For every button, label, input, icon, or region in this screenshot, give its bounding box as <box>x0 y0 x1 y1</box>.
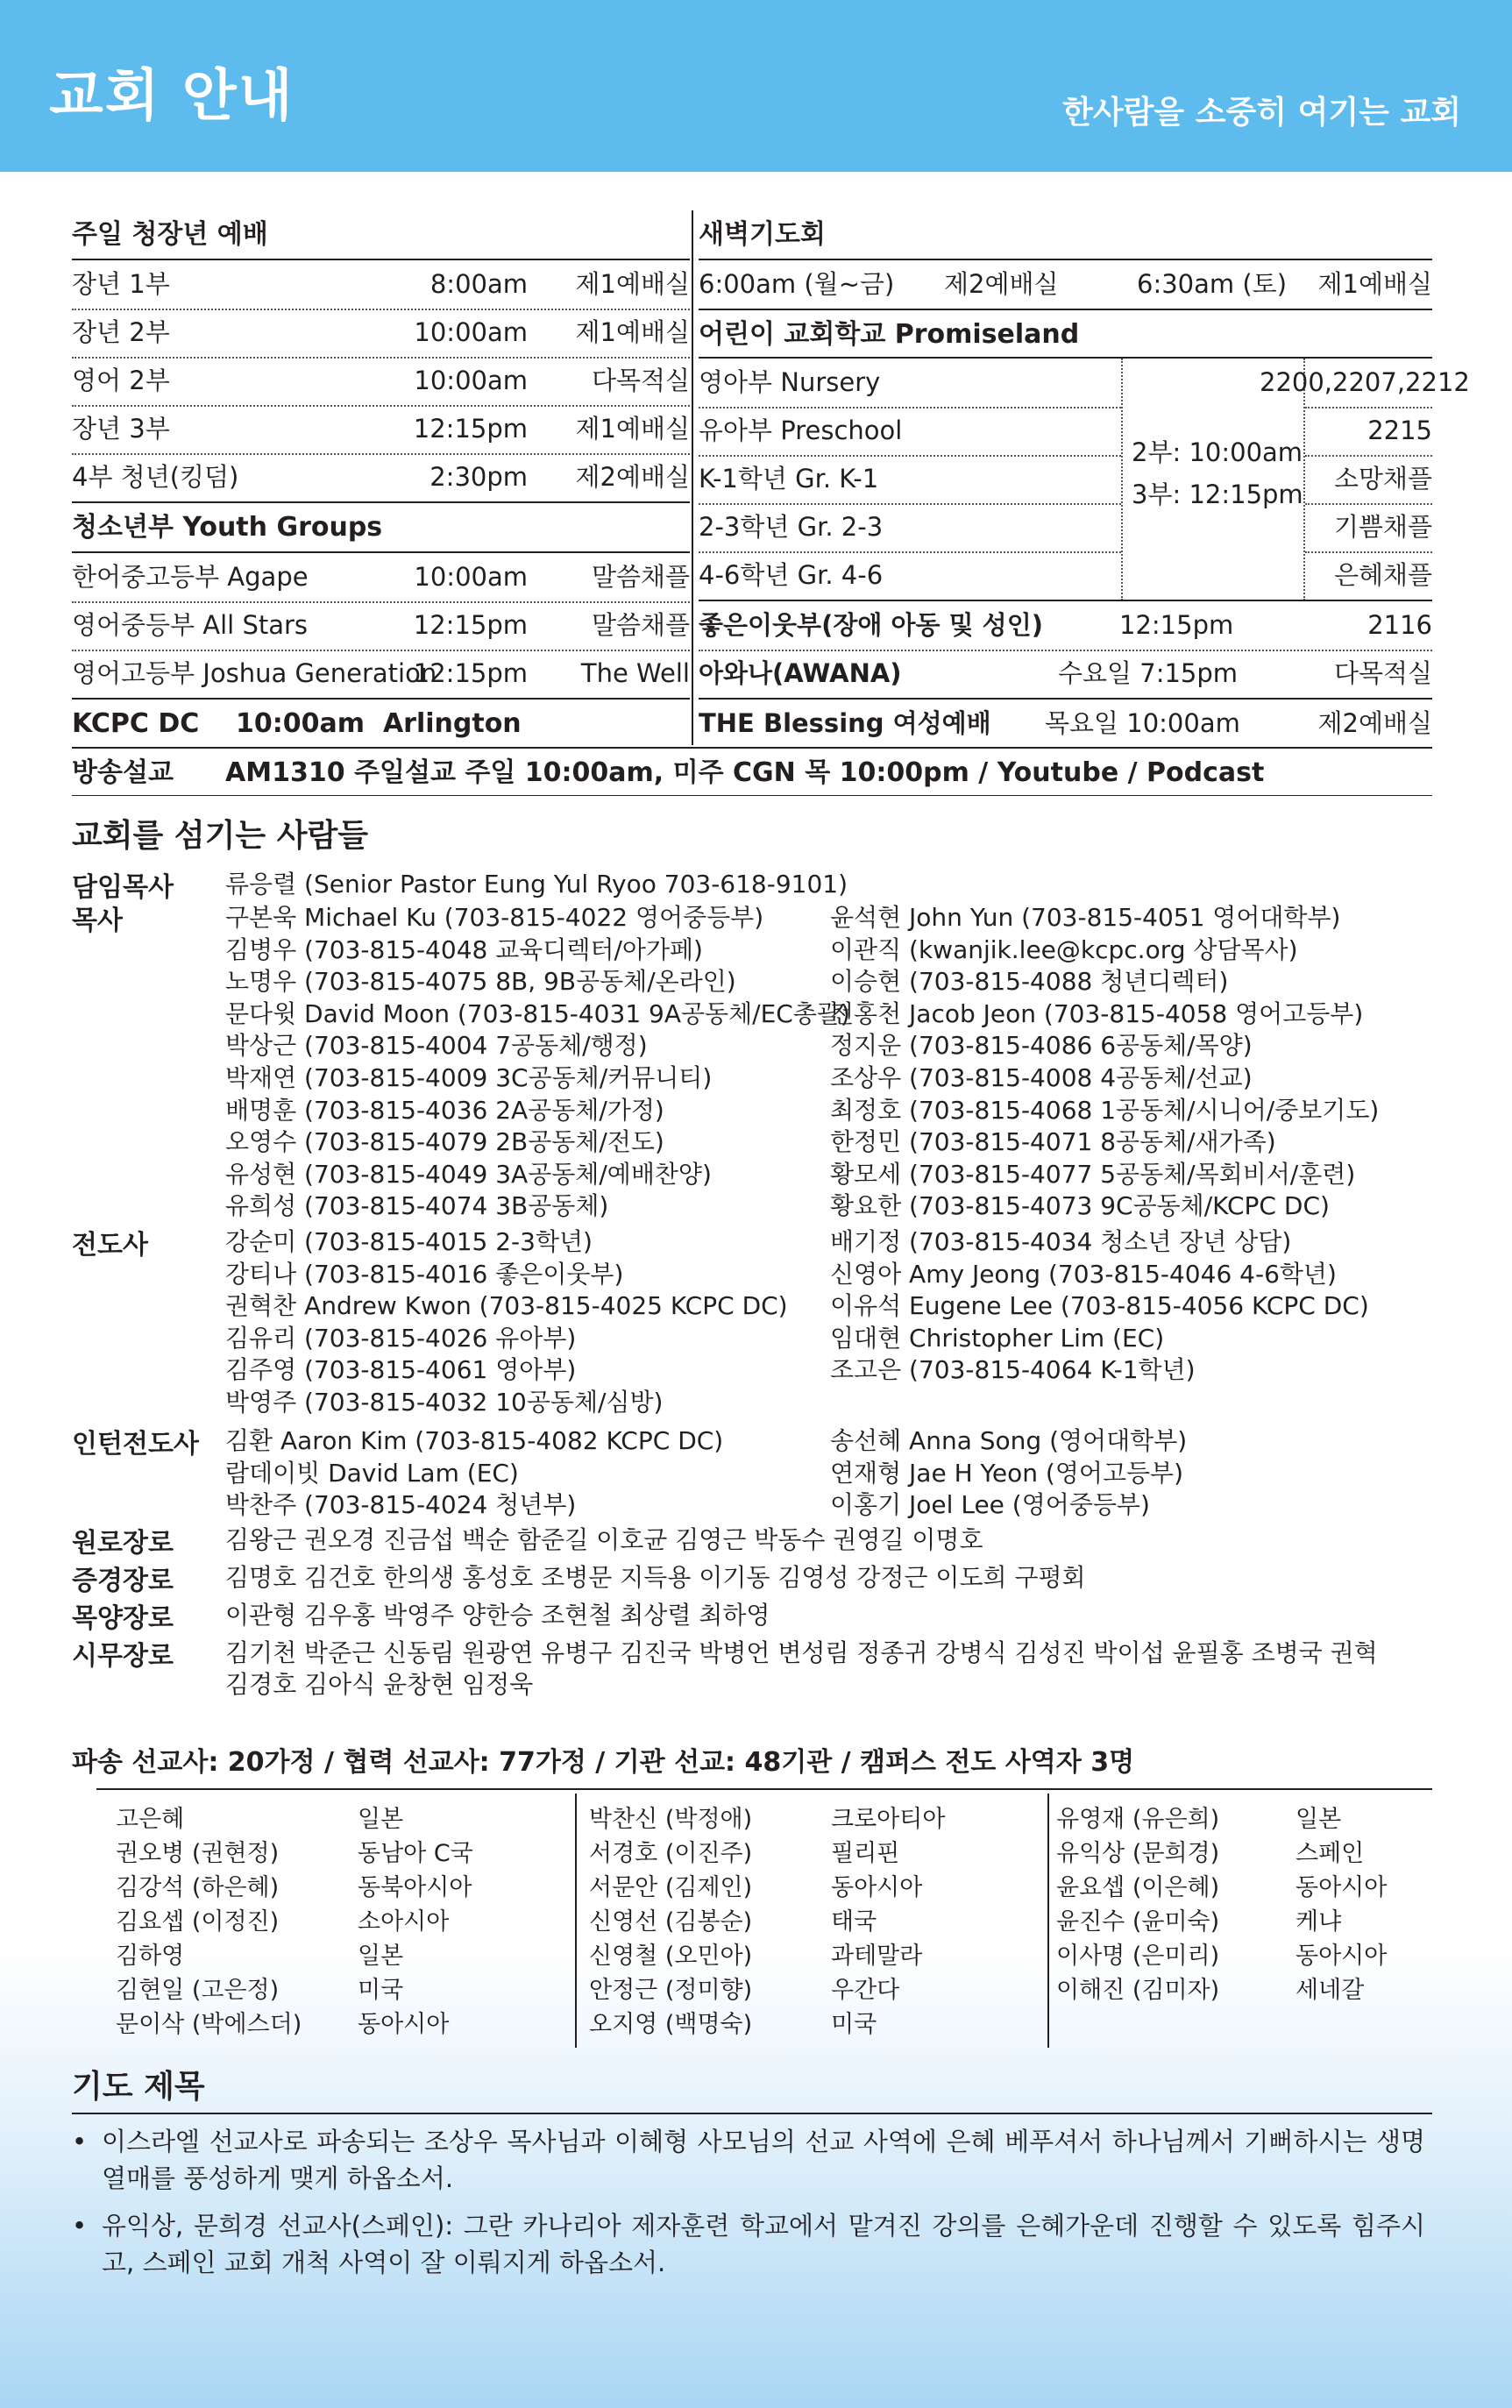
pastor-entry: 유희성 (703-815-4074 3B공동체) <box>225 1191 609 1221</box>
pastor-entry: 황모세 (703-815-4077 5공동체/목회비서/훈련) <box>830 1159 1356 1189</box>
sunday-row: 장년 1부 8:00am 제1예배실 <box>72 269 690 299</box>
missionary-name: 서경호 (이진주) <box>589 1840 753 1867</box>
pastor-entry: 오영수 (703-815-4079 2B공동체/전도) <box>225 1127 664 1157</box>
pastor-entry: 한정민 (703-815-4071 8공동체/새가족) <box>830 1127 1276 1157</box>
missionary-name: 고은혜 <box>116 1806 185 1833</box>
missionary-name: 김요셉 (이정진) <box>116 1908 280 1936</box>
elder-group-label: 증경장로 <box>72 1566 174 1596</box>
intern-entry: 박찬주 (703-815-4024 청년부) <box>225 1490 577 1520</box>
sunday-title: 주일 청장년 예배 <box>72 219 268 250</box>
missionary-name: 윤진수 (윤미숙) <box>1056 1908 1220 1936</box>
mission-field: 소아시아 <box>358 1908 450 1936</box>
broadcast-row: 방송설교 AM1310 주일설교 주일 10:00am, 미주 CGN 목 10:00pm / Youtube / Podcast <box>72 757 1265 788</box>
evangelist-entry: 신영아 Amy Jeong (703-815-4046 4-6학년) <box>830 1259 1337 1289</box>
missionary-name: 오지영 (백명숙) <box>589 2011 753 2038</box>
pastor-entry: 이관직 (kwanjik.lee@kcpc.org 상담목사) <box>830 934 1298 964</box>
mission-field: 동아시아 <box>1295 1943 1388 1970</box>
youth-row: 한어중고등부 Agape 10:00am 말씀채플 <box>72 562 690 592</box>
elder-names: 김명호 김건호 한의생 홍성호 조병문 지득용 이기동 김영성 강정근 이도희 구평회 <box>225 1563 1086 1592</box>
missionary-name: 이사명 (은미리) <box>1056 1943 1220 1970</box>
missionary-name: 권오병 (권현정) <box>116 1840 280 1867</box>
sunday-row: 4부 청년(킹덤) 2:30pm 제2예배실 <box>72 462 690 492</box>
evangelist-entry: 김주영 (703-815-4061 영아부) <box>225 1355 577 1385</box>
pastor-entry: 윤석현 John Yun (703-815-4051 영어대학부) <box>830 903 1341 932</box>
intern-entry: 연재형 Jae H Yeon (영어고등부) <box>830 1458 1184 1488</box>
missionary-name: 김하영 <box>116 1943 185 1970</box>
children-row: 유아부 Preschool 2215 <box>699 416 1432 445</box>
missionary-name: 안정근 (정미향) <box>589 1977 753 2004</box>
mission-field: 크로아티아 <box>831 1806 946 1833</box>
pastor-entry: 박재연 (703-815-4009 3C공동체/커뮤니티) <box>225 1063 713 1092</box>
elder-names: 김기천 박준근 신동림 원광연 유병구 김진국 박병언 변성림 정종귀 강병식 김성진 박이섭 윤필홍 조병국 권혁 <box>225 1638 1378 1667</box>
evangelist-entry: 강순미 (703-815-4015 2-3학년) <box>225 1227 593 1256</box>
missionary-name: 김강석 (하은혜) <box>116 1874 280 1901</box>
people-title: 교회를 섬기는 사람들 <box>72 818 369 854</box>
intern-entry: 김환 Aaron Kim (703-815-4082 KCPC DC) <box>225 1426 724 1455</box>
mission-field: 동남아 C국 <box>358 1840 473 1867</box>
evangelist-entry: 조고은 (703-815-4064 K-1학년) <box>830 1355 1196 1385</box>
mission-field: 태국 <box>831 1908 877 1936</box>
mission-field: 동아시아 <box>1295 1874 1388 1901</box>
senior-pastor-label: 담임목사 <box>72 872 174 903</box>
blessing-row: THE Blessing 여성예배 목요일 10:00am 제2예배실 <box>699 708 1432 738</box>
prayer-item: • 이스라엘 선교사로 파송되는 조상우 목사님과 이혜형 사모님의 선교 사역에 은혜 베푸셔서 하나님께서 기뻐하시는 생명 열매를 풍성하게 맺게 하옵소서. <box>72 2127 1425 2193</box>
mission-field: 일본 <box>358 1943 404 1970</box>
evangelist-entry: 강티나 (703-815-4016 좋은이웃부) <box>225 1259 624 1289</box>
mission-field: 일본 <box>358 1806 404 1833</box>
mission-field: 동북아시아 <box>358 1874 472 1901</box>
page-title: 교회 안내 <box>49 64 295 129</box>
youth-row: 영어중등부 All Stars 12:15pm 말씀채플 <box>72 610 690 640</box>
elder-names: 김왕근 권오경 진금섭 백순 함준길 이호균 김영근 박동수 권영길 이명호 <box>225 1525 983 1554</box>
pastor-entry: 김병우 (703-815-4048 교육디렉터/아가페) <box>225 934 703 964</box>
evangelist-entry: 권혁찬 Andrew Kwon (703-815-4025 KCPC DC) <box>225 1291 788 1321</box>
sunday-row: 장년 3부 12:15pm 제1예배실 <box>72 414 690 444</box>
mission-field: 미국 <box>831 2011 877 2038</box>
dawn-row: 6:00am (월~금) 제2예배실 6:30am (토) 제1예배실 <box>699 269 1432 299</box>
missionary-name: 유익상 (문희경) <box>1056 1840 1220 1867</box>
mission-field: 세네갈 <box>1295 1977 1365 2004</box>
mission-field: 과테말라 <box>831 1943 923 1970</box>
missionary-name: 유영재 (유은희) <box>1056 1806 1220 1833</box>
elder-names: 김경호 김아식 윤창현 임정욱 <box>225 1670 534 1699</box>
children-time-b: 3부: 12:15pm <box>1132 479 1303 509</box>
mission-field: 동아시아 <box>358 2011 450 2038</box>
pastor-entry: 유성현 (703-815-4049 3A공동체/예배찬양) <box>225 1159 712 1189</box>
evangelist-label: 전도사 <box>72 1230 148 1261</box>
evangelist-entry: 김유리 (703-815-4026 유아부) <box>225 1323 577 1353</box>
pastor-entry: 황요한 (703-815-4073 9C공동체/KCPC DC) <box>830 1191 1330 1221</box>
youth-row: 영어고등부 Joshua Generation 12:15pm The Well <box>72 658 690 688</box>
pastor-entry: 문다윗 David Moon (703-815-4031 9A공동체/EC총괄) <box>225 998 850 1028</box>
people-section <box>72 811 1432 1714</box>
column-divider <box>692 210 693 745</box>
youth-title: 청소년부 Youth Groups <box>72 512 383 543</box>
missionary-name: 신영선 (김봉순) <box>589 1908 753 1936</box>
children-row: 2-3학년 Gr. 2-3 기쁨채플 <box>699 512 1432 542</box>
pastor-entry: 배명훈 (703-815-4036 2A공동체/가정) <box>225 1095 664 1125</box>
children-row: K-1학년 Gr. K-1 소망채플 <box>699 464 1432 494</box>
children-time-a: 2부: 10:00am <box>1132 437 1303 467</box>
mission-field: 케냐 <box>1295 1908 1342 1936</box>
elder-names: 이관형 김우홍 박영주 양한승 조현철 최상렬 최하영 <box>225 1601 770 1630</box>
children-row: 4-6학년 Gr. 4-6 은혜채플 <box>699 560 1432 590</box>
pastor-entry: 노명우 (703-815-4075 8B, 9B공동체/온라인) <box>225 967 736 997</box>
mission-field: 우간다 <box>831 1977 900 2004</box>
pastor-entry: 최정호 (703-815-4068 1공동체/시니어/중보기도) <box>830 1095 1380 1125</box>
church-motto: 한사람을 소중히 여기는 교회 <box>1062 95 1461 131</box>
children-title: 어린이 교회학교 Promiseland <box>699 319 1080 350</box>
evangelist-entry: 박영주 (703-815-4032 10공동체/심방) <box>225 1388 664 1417</box>
kcpc-dc-row: KCPC DC 10:00am Arlington <box>72 708 522 739</box>
intern-entry: 송선혜 Anna Song (영어대학부) <box>830 1426 1188 1455</box>
missionary-name: 이해진 (김미자) <box>1056 1977 1220 2004</box>
mission-field: 필리핀 <box>831 1840 900 1867</box>
elder-group-label: 시무장로 <box>72 1641 174 1672</box>
intern-entry: 람데이빗 David Lam (EC) <box>225 1458 519 1488</box>
mission-field: 동아시아 <box>831 1874 923 1901</box>
prayer-item: • 유익상, 문희경 선교사(스페인): 그란 카나리아 제자훈련 학교에서 맡겨진 강의를 은혜가운데 진행할 수 있도록 힘주시고, 스페인 교회 개척 사역이 잘 이뤄지게 하옵소서. <box>72 2211 1425 2277</box>
pastor-entry: 조상우 (703-815-4008 4공동체/선교) <box>830 1063 1253 1092</box>
pastor-entry: 전홍천 Jacob Jeon (703-815-4058 영어고등부) <box>830 998 1364 1028</box>
children-row: 영아부 Nursery 2200,2207,2212 <box>699 367 1470 397</box>
missionary-name: 문이삭 (박에스더) <box>116 2011 302 2038</box>
missionary-name: 김현일 (고은정) <box>116 1977 280 2004</box>
elder-group-label: 원로장로 <box>72 1528 174 1559</box>
evangelist-entry: 임대현 Christopher Lim (EC) <box>830 1323 1165 1353</box>
pastor-entry: 구본욱 Michael Ku (703-815-4022 영어중등부) <box>225 903 764 932</box>
mission-field: 일본 <box>1295 1806 1342 1833</box>
pastor-entry: 박상근 (703-815-4004 7공동체/행정) <box>225 1031 648 1061</box>
sunday-row: 장년 2부 10:00am 제1예배실 <box>72 317 690 347</box>
mission-field: 미국 <box>358 1977 404 2004</box>
page-header <box>0 0 1512 172</box>
missionary-name: 윤요셉 (이은혜) <box>1056 1874 1220 1901</box>
pastor-entry: 이승현 (703-815-4088 청년디렉터) <box>830 967 1229 997</box>
missionary-name: 서문안 (김제인) <box>589 1874 753 1901</box>
awana-row: 아와나(AWANA) 수요일 7:15pm 다목적실 <box>699 658 1432 688</box>
missions-header: 파송 선교사: 20가정 / 협력 선교사: 77가정 / 기관 선교: 48기관 / 캠퍼스 전도 사역자 3명 <box>72 1747 1135 1778</box>
intern-label: 인턴전도사 <box>72 1429 199 1460</box>
missionary-name: 박찬신 (박정애) <box>589 1806 753 1833</box>
senior-pastor: 류응렬 (Senior Pastor Eung Yul Ryoo 703-618-9101) <box>225 870 848 899</box>
sunday-row: 영어 2부 10:00am 다목적실 <box>72 366 690 395</box>
prayer-title: 기도 제목 <box>72 2069 205 2105</box>
intern-entry: 이홍기 Joel Lee (영어중등부) <box>830 1490 1150 1520</box>
pastor-entry: 정지운 (703-815-4086 6공동체/목양) <box>830 1031 1253 1061</box>
pastor-label: 목사 <box>72 906 123 936</box>
evangelist-entry: 배기정 (703-815-4034 청소년 장년 상담) <box>830 1227 1292 1256</box>
schedule-section <box>72 210 1470 793</box>
elder-group-label: 목양장로 <box>72 1603 174 1634</box>
mission-field: 스페인 <box>1295 1840 1365 1867</box>
evangelist-entry: 이유석 Eugene Lee (703-815-4056 KCPC DC) <box>830 1291 1369 1321</box>
missionary-name: 신영철 (오민아) <box>589 1943 753 1970</box>
dawn-title: 새벽기도회 <box>699 219 826 250</box>
good-neighbor-row: 좋은이웃부(장애 아동 및 성인) 12:15pm 2116 <box>699 610 1432 640</box>
